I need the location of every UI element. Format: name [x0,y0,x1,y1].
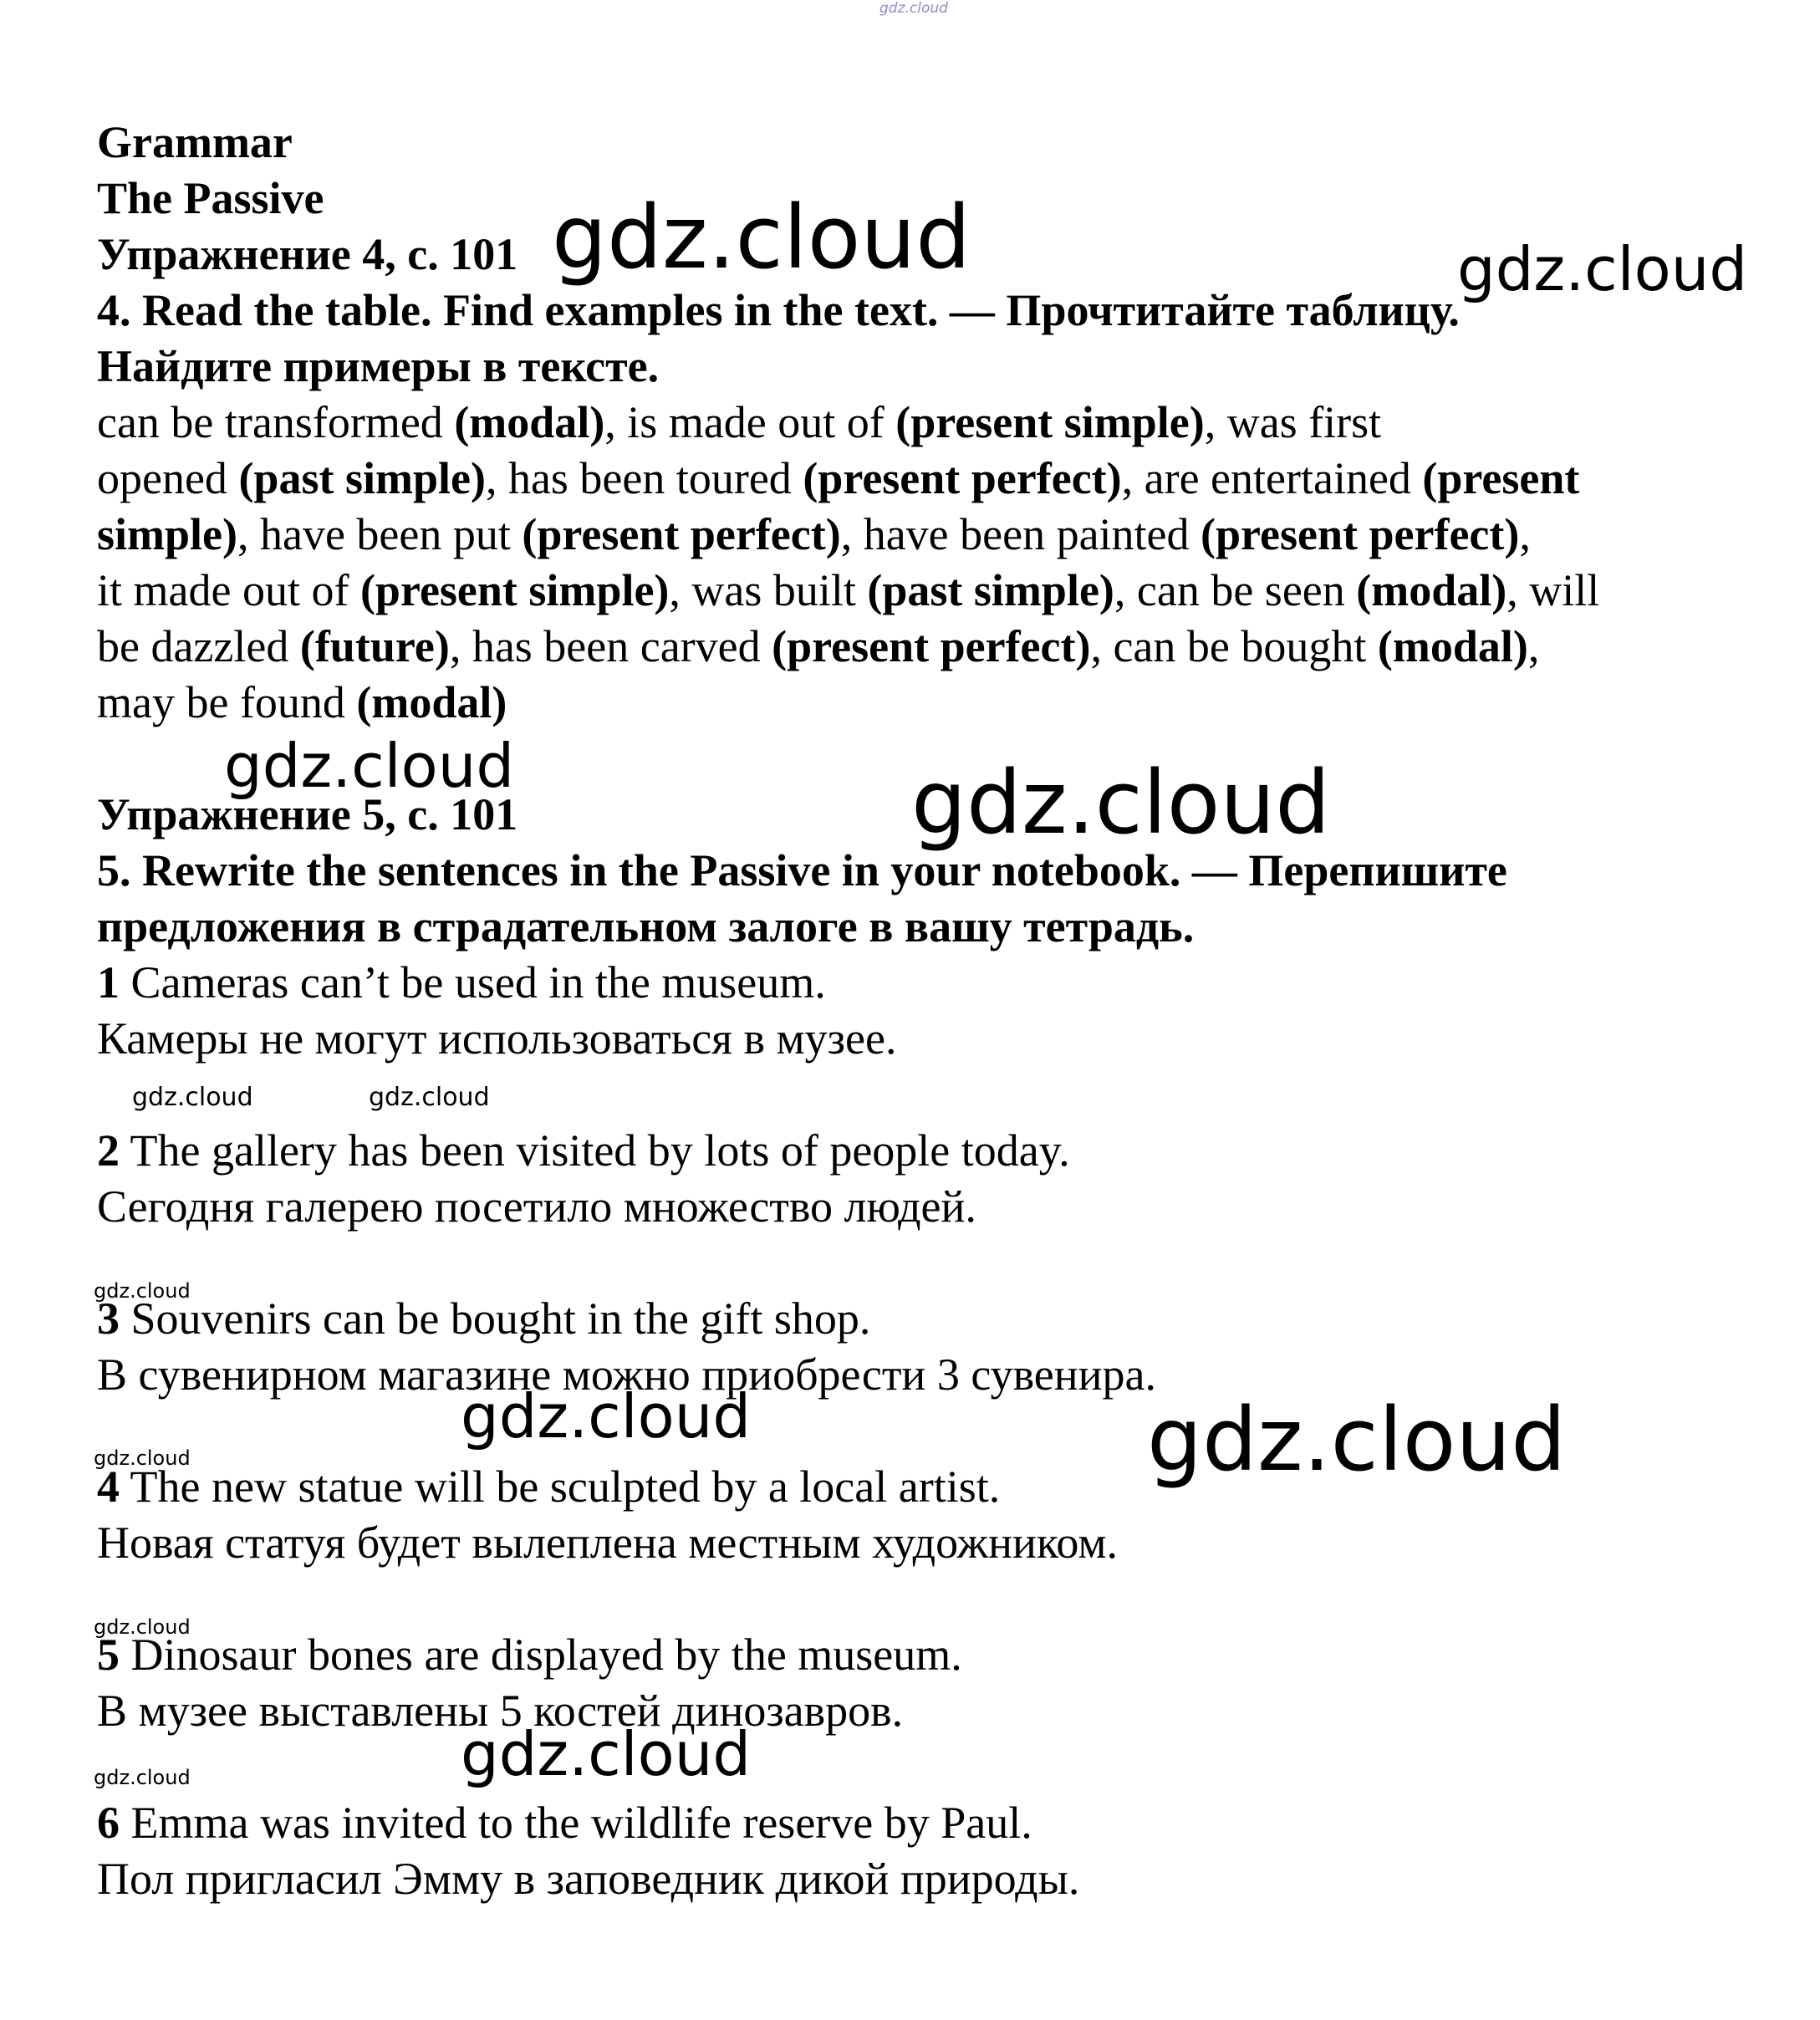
tense-label: (present perfect) [522,509,841,559]
passive-example: , can be seen [1114,565,1357,615]
passive-example: can be transformed [97,397,455,447]
sentence-russian: Новая статуя будет вылеплена местным художником. [97,1518,1119,1568]
sentence-russian: В сувенирном магазине можно приобрести 3 сувенира. [97,1349,1156,1400]
exercise-4-instruction-line-1: 4. Read the table. Find examples in the text. — Прочтитайте таблицу. [97,285,1460,335]
exercise-4-answer-line [97,451,1579,506]
passive-example: , will [1506,565,1600,615]
tense-label: (present simple) [895,397,1205,447]
passive-example: be dazzled [97,621,300,671]
tense-label: (future) [299,621,450,671]
sentence-english [97,1459,1000,1514]
tense-label: (modal) [1377,621,1528,671]
sentence-number: 4 [97,1461,120,1512]
passive-example: may be found [97,677,357,727]
sentence-text: Souvenirs can be bought in the gift shop. [120,1293,871,1344]
watermark: gdz.cloud [94,1766,191,1789]
passive-example: , [1527,621,1540,671]
sentence-english [97,955,826,1010]
sentence-text: Cameras can’t be used in the museum. [120,957,826,1007]
sentence-russian: Пол пригласил Эмму в заповедник дикой природы. [97,1854,1080,1904]
passive-example: opened [97,453,239,503]
sentence-text: Emma was invited to the wildlife reserve by Paul. [120,1798,1032,1848]
exercise-5-title: Упражнение 5, с. 101 [97,789,518,839]
sentence-russian: В музее выставлены 5 костей динозавров. [97,1686,904,1736]
sentence-russian: Камеры не могут использоваться в музее. [97,1013,897,1064]
passive-example: , was built [669,565,868,615]
sentence-english [97,1291,870,1346]
passive-example: it made out of [97,565,360,615]
passive-example: , was first [1204,397,1382,447]
tense-label: (modal) [1356,565,1507,615]
watermark: gdz.cloud [552,186,971,288]
tense-label: (past simple) [867,565,1114,615]
watermark: gdz.cloud [1147,1389,1567,1491]
tense-label: (present perfect) [772,621,1091,671]
watermark: gdz.cloud [94,1615,191,1639]
passive-example: , are entertained [1121,453,1423,503]
sentence-english [97,1627,962,1682]
section-heading: Grammar [97,117,293,167]
exercise-4-answer-line [97,507,1531,562]
topic-heading: The Passive [97,173,324,223]
watermark: gdz.cloud [369,1083,490,1112]
sentence-russian: Сегодня галерею посетило множество людей. [97,1181,976,1232]
watermark: gdz.cloud [94,1279,191,1303]
sentence-number: 3 [97,1293,120,1344]
sentence-text: The gallery has been visited by lots of people today. [120,1125,1070,1176]
sentence-number: 2 [97,1125,120,1176]
sentence-number: 1 [97,957,120,1007]
tense-label: (present simple) [359,565,670,615]
exercise-5-instruction-line-2: предложения в страдательном залоге в вашу тетрадь. [97,901,1195,951]
passive-example: , have been painted [840,509,1201,559]
sentence-text: The new statue will be sculpted by a local artist. [120,1461,1001,1512]
passive-example: , have been put [237,509,523,559]
tense-label: (past simple) [238,453,486,503]
watermark: gdz.cloud [132,1083,253,1112]
watermark: gdz.cloud [911,752,1331,854]
sentence-text: Dinosaur bones are displayed by the museum. [120,1630,962,1680]
passive-example: , has been toured [485,453,803,503]
sentence-number: 5 [97,1630,120,1680]
sentence-number: 6 [97,1798,120,1848]
passive-example: , is made out of [604,397,896,447]
exercise-4-title: Упражнение 4, с. 101 [97,229,518,279]
exercise-4-answer-line [97,563,1599,618]
sentence-english [97,1795,1032,1850]
tense-label: (modal) [356,677,507,727]
sentence-english [97,1123,1070,1178]
tense-label: (modal) [454,397,605,447]
watermark: gdz.cloud [94,1446,191,1470]
exercise-4-answer-line [97,619,1539,674]
exercise-4-answer-line [97,675,507,730]
exercise-4-instruction-line-2: Найдите примеры в тексте. [97,341,660,391]
watermark: gdz.cloud [461,1381,752,1451]
tense-label: simple) [97,509,237,559]
tense-label: (present [1422,453,1580,503]
passive-example: , [1519,509,1531,559]
watermark: gdz.cloud [224,731,515,801]
watermark: gdz.cloud [1457,234,1748,304]
passive-example: , has been carved [449,621,772,671]
passive-example: , can be bought [1090,621,1378,671]
watermark: gdz.cloud [461,1719,752,1789]
tense-label: (present perfect) [1201,509,1520,559]
exercise-4-answer-line [97,395,1381,450]
top-watermark: gdz.cloud [879,0,948,17]
exercise-5-instruction-line-1: 5. Rewrite the sentences in the Passive in your notebook. — Перепишите [97,845,1507,895]
tense-label: (present perfect) [803,453,1122,503]
